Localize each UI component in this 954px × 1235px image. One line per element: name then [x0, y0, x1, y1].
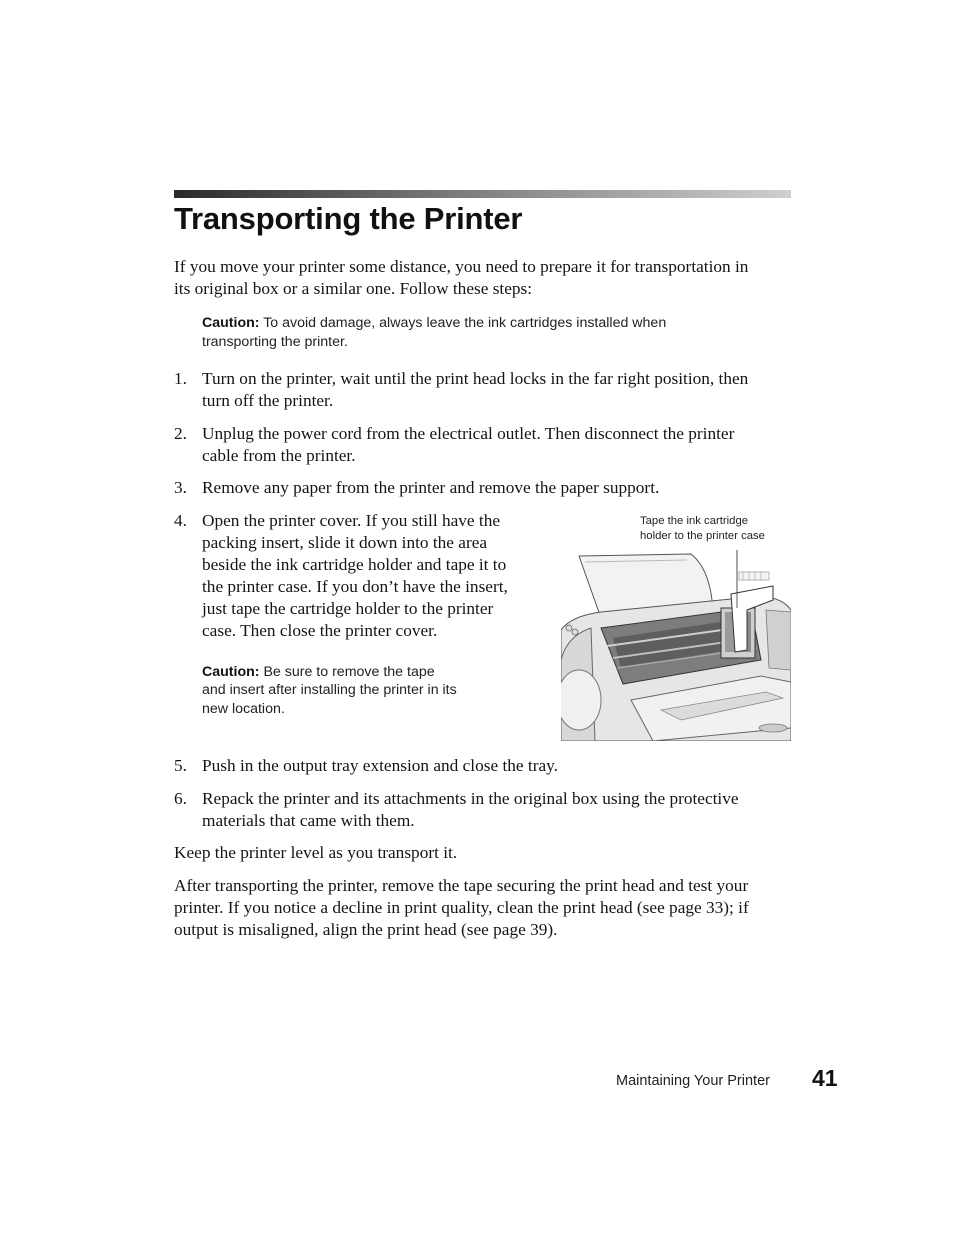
step-text: materials that came with them.	[202, 811, 415, 830]
step-text: Open the printer cover. If you still have the	[202, 511, 501, 530]
step-text: beside the ink cartridge holder and tape it to	[202, 555, 507, 574]
step-text: Remove any paper from the printer and remove the paper support.	[202, 478, 660, 497]
paragraph-line: After transporting the printer, remove the tape securing the print head and test your	[174, 876, 749, 895]
caution-label: Caution:	[202, 664, 260, 680]
callout-line: holder to the printer case	[640, 530, 765, 542]
step-number: 3.	[174, 478, 187, 497]
step-text: packing insert, slide it down into the area	[202, 533, 488, 552]
step-text: case. Then close the printer cover.	[202, 621, 438, 640]
step-number: 2.	[174, 424, 187, 443]
footer-section-label: Maintaining Your Printer	[616, 1073, 770, 1089]
callout-line: Tape the ink cartridge	[640, 515, 749, 527]
caution-line: transporting the printer.	[202, 334, 348, 350]
caution-line	[202, 314, 666, 333]
figure-callout	[640, 514, 790, 544]
step-number: 4.	[174, 511, 187, 530]
intro-line: If you move your printer some distance, you need to prepare it for transportation in	[174, 257, 749, 276]
step-text: Push in the output tray extension and close the tray.	[202, 756, 558, 775]
step-text: cable from the printer.	[202, 446, 356, 465]
printer-illustration-icon	[561, 550, 791, 741]
step-text: just tape the cartridge holder to the printer	[202, 599, 494, 618]
caution-line: and insert after installing the printer in its	[202, 682, 457, 698]
step-text: Turn on the printer, wait until the print head locks in the far right position, then	[202, 369, 749, 388]
intro-line: its original box or a similar one. Follow these steps:	[174, 279, 533, 298]
step-text: the printer case. If you don’t have the insert,	[202, 577, 508, 596]
step-text: Unplug the power cord from the electrical outlet. Then disconnect the printer	[202, 424, 735, 443]
paragraph-line: printer. If you notice a decline in print quality, clean the print head (see page 33); if	[174, 898, 749, 917]
section-rule	[174, 190, 791, 198]
step-number: 5.	[174, 756, 187, 775]
paragraph-line: output is misaligned, align the print head (see page 39).	[174, 920, 558, 939]
page-number: 41	[812, 1065, 838, 1091]
keep-level-paragraph: Keep the printer level as you transport it.	[174, 843, 458, 862]
step-number: 6.	[174, 789, 187, 808]
caution-line	[202, 663, 435, 682]
step-text: Repack the printer and its attachments in the original box using the protective	[202, 789, 739, 808]
caution-text: Be sure to remove the tape	[259, 664, 435, 680]
step-number: 1.	[174, 369, 187, 388]
caution-line: new location.	[202, 701, 285, 717]
caution-label: Caution:	[202, 315, 260, 331]
caution-text: To avoid damage, always leave the ink cartridges installed when	[259, 315, 667, 331]
step-text: turn off the printer.	[202, 391, 334, 410]
page-title: Transporting the Printer	[174, 201, 523, 236]
